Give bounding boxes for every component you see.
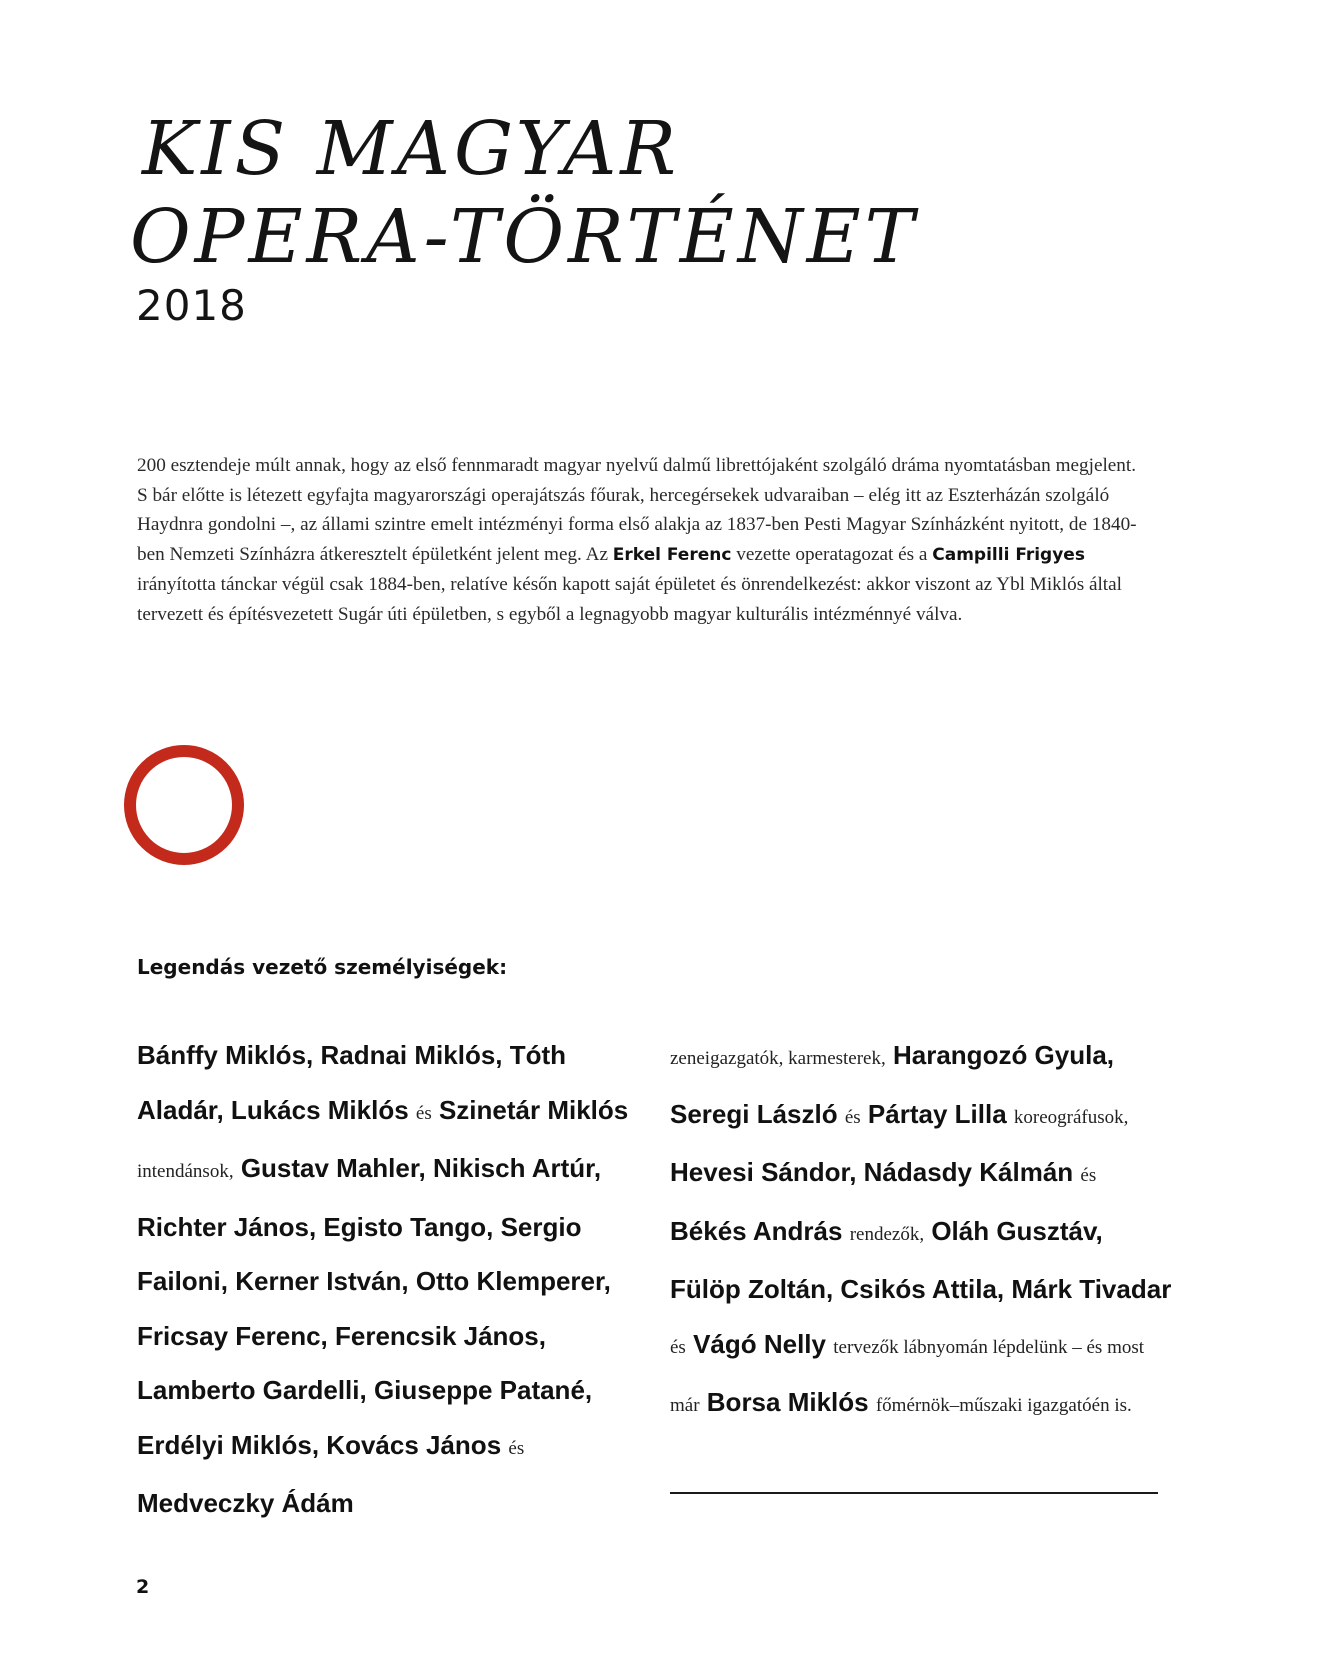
name-bekes: Békés András <box>670 1215 843 1246</box>
intro-text-2: vezette operatagozat és a <box>731 543 933 565</box>
names-designers: Oláh Gusztáv, Fülöp Zoltán, Csikós Attila, Márk Tivadar <box>670 1215 1172 1304</box>
title-year: 2018 <box>136 281 247 330</box>
conjunction: és <box>508 1437 525 1459</box>
divider-rule <box>670 1492 1158 1494</box>
conjunction: és <box>1080 1165 1097 1186</box>
role-conductors: zeneigazgatók, karmesterek, <box>670 1048 886 1069</box>
role-intendants: intendánsok, <box>137 1161 234 1182</box>
intro-name-erkel: Erkel Ferenc <box>612 544 732 565</box>
conjunction: és <box>844 1106 861 1128</box>
role-choreographers: koreográfusok, <box>1013 1106 1129 1128</box>
conjunction: és <box>415 1102 432 1124</box>
name-partay: Pártay Lilla <box>867 1098 1007 1129</box>
names-column-left <box>137 1028 647 1531</box>
name-szinetar: Szinetár Miklós <box>438 1094 629 1125</box>
names-choreographers: Harangozó Gyula, Seregi László <box>670 1040 1115 1129</box>
intro-paragraph <box>137 451 1137 630</box>
section-subheading: Legendás vezető személyiségek: <box>137 955 508 979</box>
page-number: 2 <box>136 1576 150 1598</box>
names-column-right <box>670 1028 1175 1434</box>
names-directors: Hevesi Sándor, Nádasdy Kálmán <box>670 1157 1074 1187</box>
title-block <box>130 105 918 330</box>
intro-text-3: irányította tánckar végül csak 1884-ben, relatíve későn kapott saját épületet és önrendelkezést: akkor viszont az Ybl Miklós által tervezett és építésvezetett Sugár úti épületben, s egyből a legnagyobb magyar kulturális intézménnyé válva. <box>137 574 1122 625</box>
intro-text-1: 200 esztendeje múlt annak, hogy az első fennmaradt magyar nyelvű dalmű librettójaként szolgáló dráma nyomtatásban megjelent. S bár előtte is létezett egyfajta magyarországi operajátszás főurak, hercegérsekek udvaraiban – elég itt az Eszterházán szolgáló Haydnra gondolni –, az állami szintre emelt intézményi forma első alakja az 1837-ben Pesti Magyar Színházként nyitott, de 1840-ben Nemzeti Színházra átkeresztelt épületként jelent meg. Az <box>137 455 1137 565</box>
role-engineer: főmérnök–műszaki igazgatóén is. <box>875 1395 1132 1416</box>
names-intendants: Bánffy Miklós, Radnai Miklós, Tóth Aladár, Lukács Miklós <box>137 1040 567 1125</box>
red-ring-ornament <box>124 745 244 865</box>
title-line-1: KIS MAGYAR <box>142 106 681 192</box>
conjunction: és <box>670 1336 686 1358</box>
role-directors: rendezők, <box>849 1223 925 1245</box>
intro-name-campilli: Campilli Frigyes <box>932 544 1085 565</box>
name-medveczky: Medveczky Ádám <box>137 1488 354 1518</box>
names-conductors: Gustav Mahler, Nikisch Artúr, Richter János, Egisto Tango, Sergio Failoni, Kerner István, Otto Klemperer, Fricsay Ferenc, Ferencsik János, Lamberto Gardelli, Giuseppe Patané, Erdélyi Miklós, Kovács János <box>137 1153 611 1460</box>
title-line-2: OPERA-TÖRTÉNET <box>130 194 918 280</box>
name-vago: Vágó Nelly <box>693 1328 826 1359</box>
role-designers: tervezők lábnyomán lépdelünk – és most már <box>670 1336 1145 1416</box>
name-borsa: Borsa Miklós <box>706 1387 869 1417</box>
